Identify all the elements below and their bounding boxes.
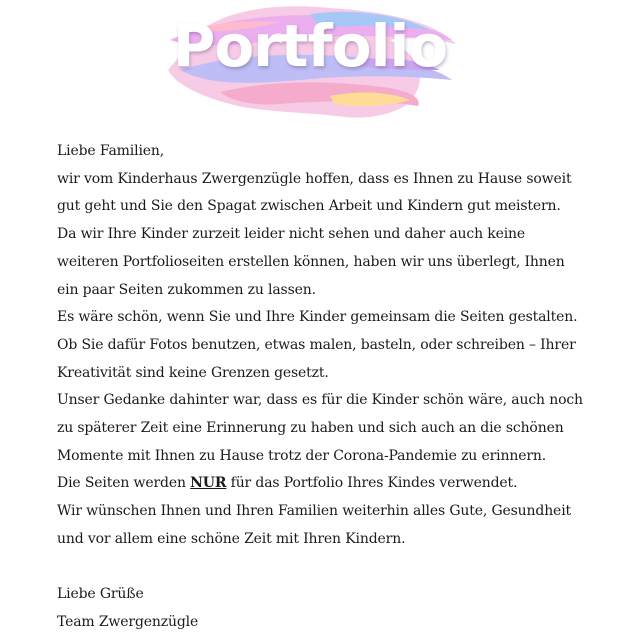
greeting: Liebe Grüße [57,586,144,603]
body-line: Ob Sie dafür Fotos benutzen, etwas malen, basteln, oder schreiben – Ihrer [57,336,576,353]
nur-emphasis: NUR [190,475,227,492]
letter-body [57,138,597,637]
body-line: ein paar Seiten zukommen zu lassen. [57,281,316,298]
nur-line-before: Die Seiten werden [57,475,191,492]
body-line: weiteren Portfolioseiten erstellen können, haben wir uns überlegt, Ihnen [57,253,565,270]
paragraph-gap [57,554,597,582]
portfolio-logo [160,0,460,122]
body-line: und vor allem eine schöne Zeit mit Ihren Kindern. [57,530,406,547]
salutation: Liebe Familien, [57,143,165,159]
body-line: Kreativität sind keine Grenzen gesetzt. [57,364,329,381]
body-line: Es wäre schön, wenn Sie und Ihre Kinder gemeinsam die Seiten gestalten. [57,309,578,326]
signature: Team Zwergenzügle [57,613,199,630]
body-line: gut geht und Sie den Spagat zwischen Arbeit und Kindern gut meistern. [57,198,561,215]
body-line: Unser Gedanke dahinter war, dass es für die Kinder schön wäre, auch noch [57,392,583,409]
body-line: Momente mit Ihnen zu Hause trotz der Corona-Pandemie zu erinnern. [57,447,547,464]
nur-line-after: für das Portfolio Ihres Kindes verwendet. [226,475,518,492]
nur-line [57,470,597,498]
body-line: zu späterer Zeit eine Erinnerung zu haben und sich auch an die schönen [57,420,564,437]
logo-word: Portfolio [172,12,448,80]
body-line: wir vom Kinderhaus Zwergenzügle hoffen, dass es Ihnen zu Hause soweit [57,170,572,187]
body-line: Da wir Ihre Kinder zurzeit leider nicht sehen und daher auch keine [57,226,526,243]
body-line: Wir wünschen Ihnen und Ihren Familien weiterhin alles Gute, Gesundheit [57,503,571,520]
